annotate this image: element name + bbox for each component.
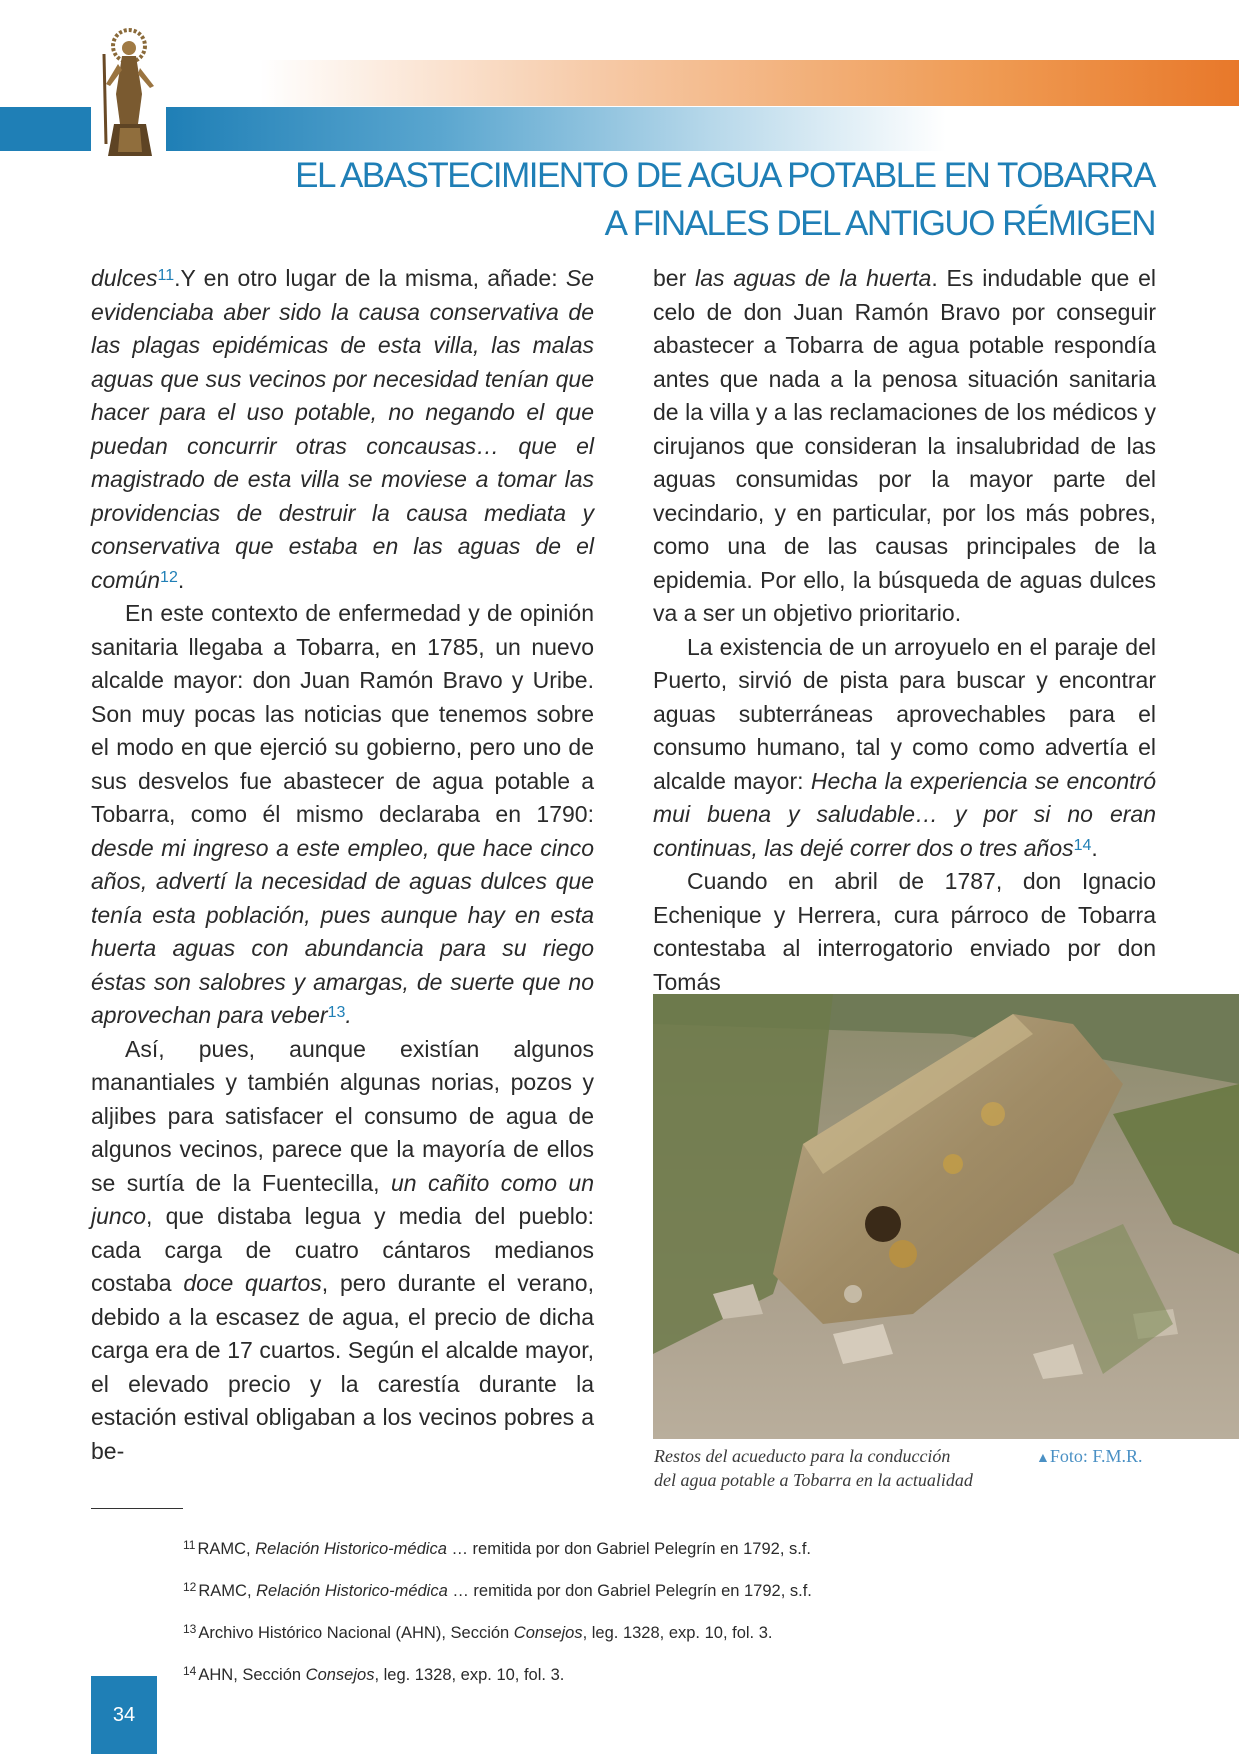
footnote-ref[interactable]: 13: [327, 1004, 346, 1021]
footnote-ref[interactable]: 11: [157, 267, 175, 284]
footnote-ref[interactable]: 14: [1073, 836, 1092, 854]
triangle-up-icon: ▲: [1036, 1451, 1050, 1466]
page-number: 34: [91, 1676, 157, 1754]
footnote: $^{12}$ RAMC, Relación Historico-médica … remitida por don Gabriel Pelegrín en 1792, s.f.: [183, 1580, 812, 1600]
photo-caption: Restos del acueducto para la conducción del agua potable a Tobarra en la actualidad: [654, 1446, 973, 1490]
text-column-right: [653, 262, 1156, 999]
paragraph: La existencia de un arroyuelo en el paraje del Puerto, sirvió de pista para buscar y encontrar aguas subterráneas aprovechables para el consumo humano, tal y como como advertía el alcalde mayor: Hecha la experiencia se encontró mui buena y saludable… y por si no eran continuas, las dejé correr dos o tres años$^{14}$.: [653, 633, 1156, 861]
header-band-blue-right: [166, 107, 946, 151]
footnote: $^{13}$ Archivo Histórico Nacional (AHN), Sección Consejos, leg. 1328, exp. 10, fol. 3.: [183, 1622, 773, 1642]
paragraph: Cuando en abril de 1787, don Ignacio Echenique y Herrera, cura párroco de Tobarra contestaba al interrogatorio enviado por don Tomás: [653, 868, 1156, 995]
paragraph: En este contexto de enfermedad y de opinión sanitaria llegaba a Tobarra, en 1785, un nuevo alcalde mayor: don Juan Ramón Bravo y Uribe. Son muy pocas las noticias que tenemos sobre el modo en que ejerció su gobierno, pero uno de sus desvelos fue abastecer de agua potable a Tobarra, como él mismo declaraba en 1790: desde mi ingreso a este empleo, que hace cinco años, advertí la necesidad de aguas dulces que tenía esta población, pues aunque hay en esta huerta aguas con abundancia para su riego éstas son salobres y amargas, de suerte que no aprovechan para veber$^{13}$.: [91, 600, 594, 1028]
text-column-left: [91, 262, 594, 1468]
title-line-1: EL ABASTECIMIENTO DE AGUA POTABLE EN TOBARRA: [295, 156, 1155, 195]
footnotes: [183, 1538, 1143, 1706]
header-band-blue-left: [0, 107, 91, 151]
paragraph: dulces$^{11}$.Y en otro lugar de la misma, añade: Se evidenciaba aber sido la causa conservativa de las plagas epidémicas de esta villa, las malas aguas que sus vecinos por necesidad tenían que hacer para el uso potable, no negando el que puedan concurrir otras concausas… que el magistrado de esta villa se moviese a tomar las providencias de destruir la causa mediata y conservativa que estaba en las aguas de el común$^{12}$.: [91, 265, 594, 593]
header-band-orange: [260, 60, 1239, 106]
footnote: $^{11}$ RAMC, Relación Historico-médica … remitida por don Gabriel Pelegrín en 1792, s.f.: [183, 1538, 811, 1558]
article-title: [295, 152, 1155, 248]
title-line-2: A FINALES DEL ANTIGUO RÉMIGEN: [604, 204, 1155, 243]
footnote: $^{14}$ AHN, Sección Consejos, leg. 1328, exp. 10, fol. 3.: [183, 1664, 565, 1684]
paragraph: Así, pues, aunque existían algunos manantiales y también algunas norias, pozos y aljibes para satisfacer el consumo de agua de algunos vecinos, parece que la mayoría de ellos se surtía de la Fuentecilla, un cañito como un junco, que distaba legua y media del pueblo: cada carga de cuatro cántaros medianos costaba doce quartos, pero durante el verano, debido a la escasez de agua, el precio de dicha carga era de 17 cuartos. Según el alcalde mayor, el elevado precio y la carestía durante la estación estival obligaban a los vecinos pobres a be-: [91, 1035, 595, 1464]
photo-credit: ▲Foto: F.M.R.: [1036, 1446, 1143, 1466]
paragraph: ber las aguas de la huerta. Es indudable que el celo de don Juan Ramón Bravo por conseguir abastecer a Tobarra de agua potable respondía antes que nada a la penosa situación sanitaria de la villa y a las reclamaciones de los médicos y cirujanos que consideran la insalubridad de las aguas consumidas por la mayor parte del vecindario, y en particular, por los más pobres, como una de las causas principales de la epidemia. Por ello, la búsqueda de aguas dulces va a ser un objetivo prioritario.: [653, 265, 1157, 626]
footnote-ref[interactable]: 12: [160, 568, 178, 586]
aqueduct-photo: [653, 994, 1239, 1439]
footnote-divider: [91, 1508, 183, 1509]
statue-icon: [96, 24, 166, 159]
